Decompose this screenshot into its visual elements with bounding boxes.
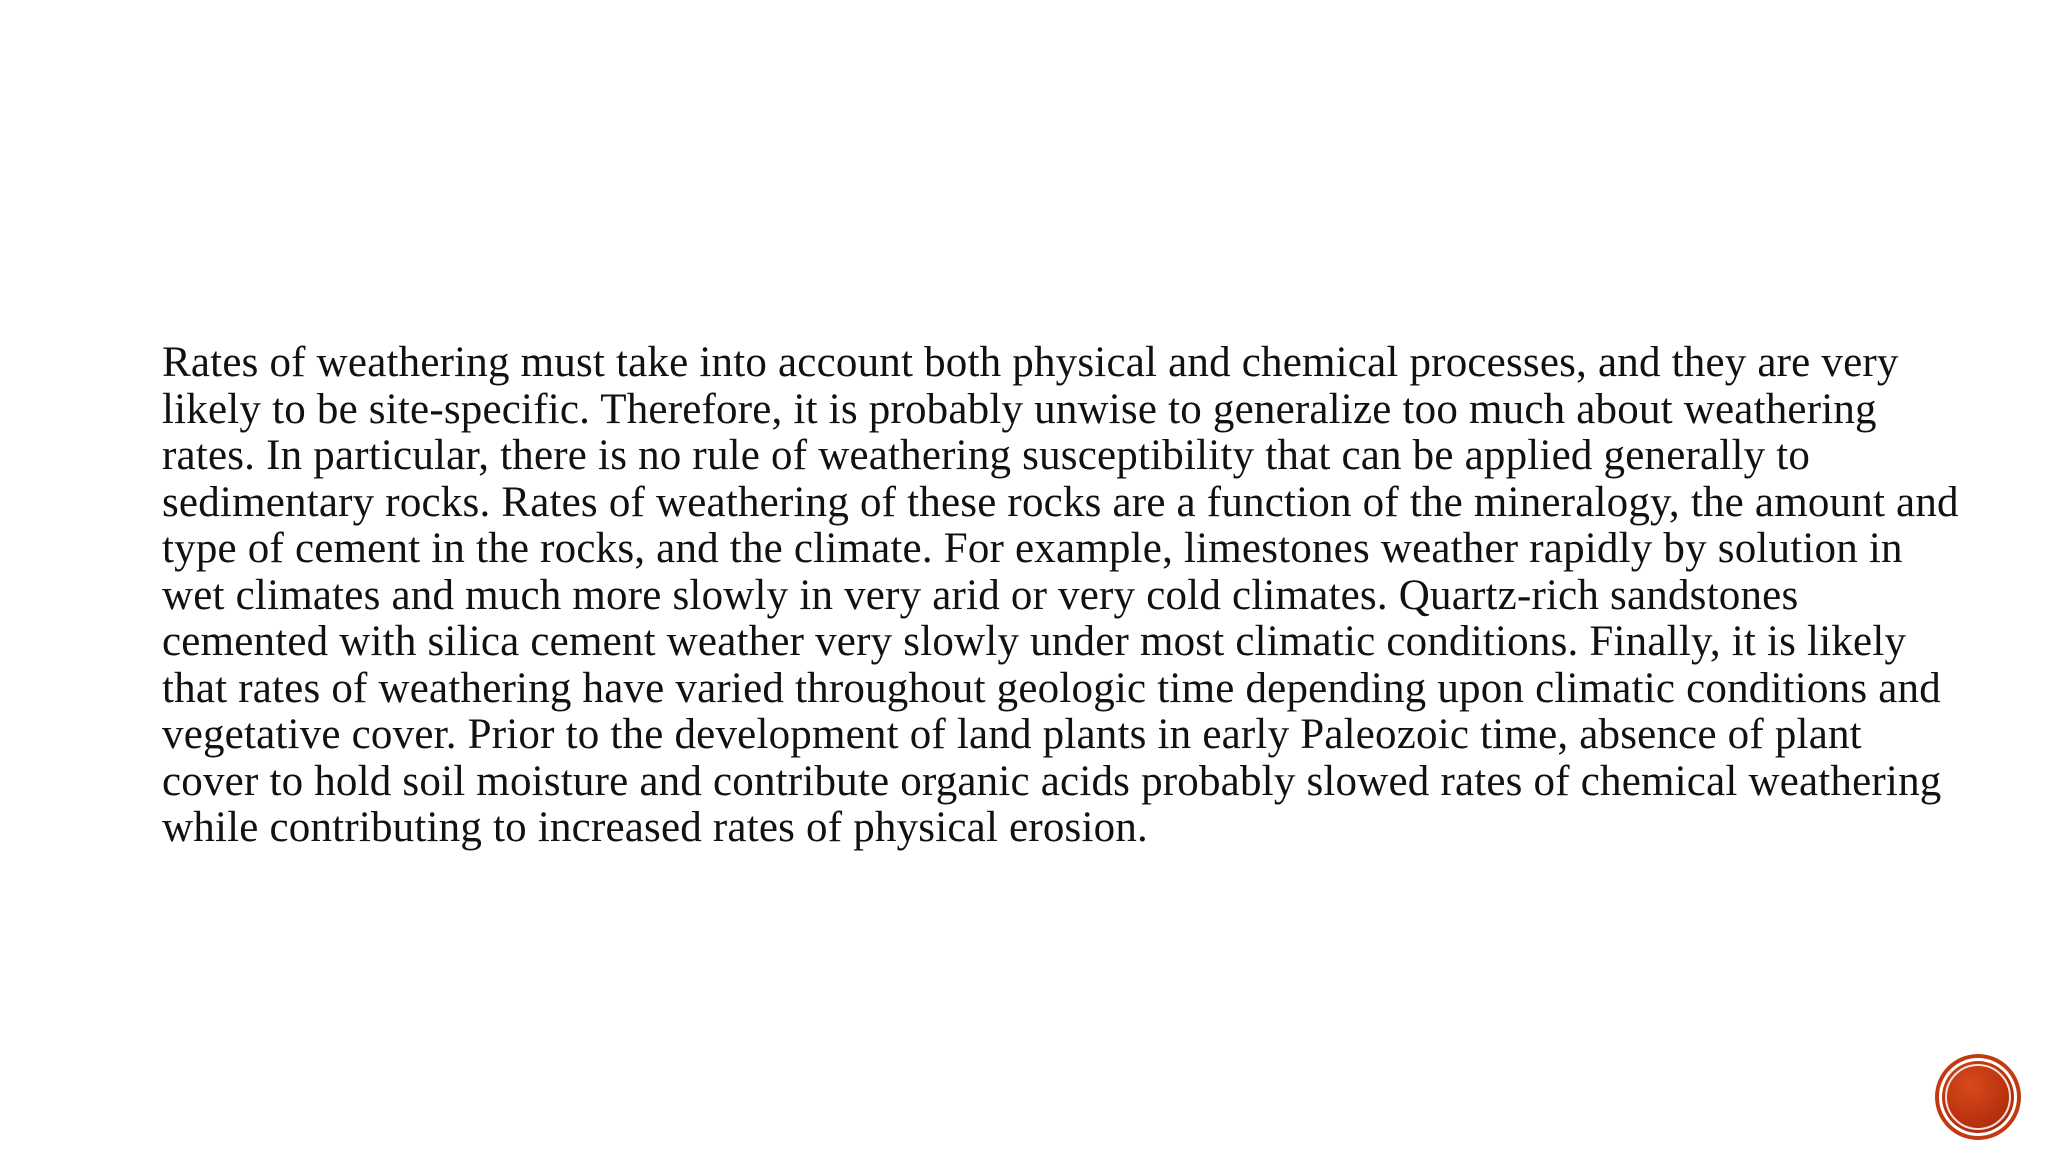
orange-circle-icon	[1939, 1058, 2017, 1136]
body-paragraph: Rates of weathering must take into account both physical and chemical processes, and they are very likely to be site-specific. Therefore, it is probably unwise to generalize too much about weathering rates. In particular, there is no rule of weathering susceptibility that can be applied generally to sedimentary rocks. Rates of weathering of these rocks are a function of the mineralogy, the amount and type of cement in the rocks, and the climate. For example, limestones weather rapidly by solution in wet climates and much more slowly in very arid or very cold climates. Quartz-rich sandstones cemented with silica cement weather very slowly under most climatic conditions. Finally, it is likely that rates of weathering have varied throughout geologic time depending upon climatic conditions and vegetative cover. Prior to the development of land plants in early Paleozoic time, absence of plant cover to hold soil moisture and contribute organic acids probably slowed rates of chemical weathering while contributing to increased rates of physical erosion.	[162, 339, 1959, 851]
